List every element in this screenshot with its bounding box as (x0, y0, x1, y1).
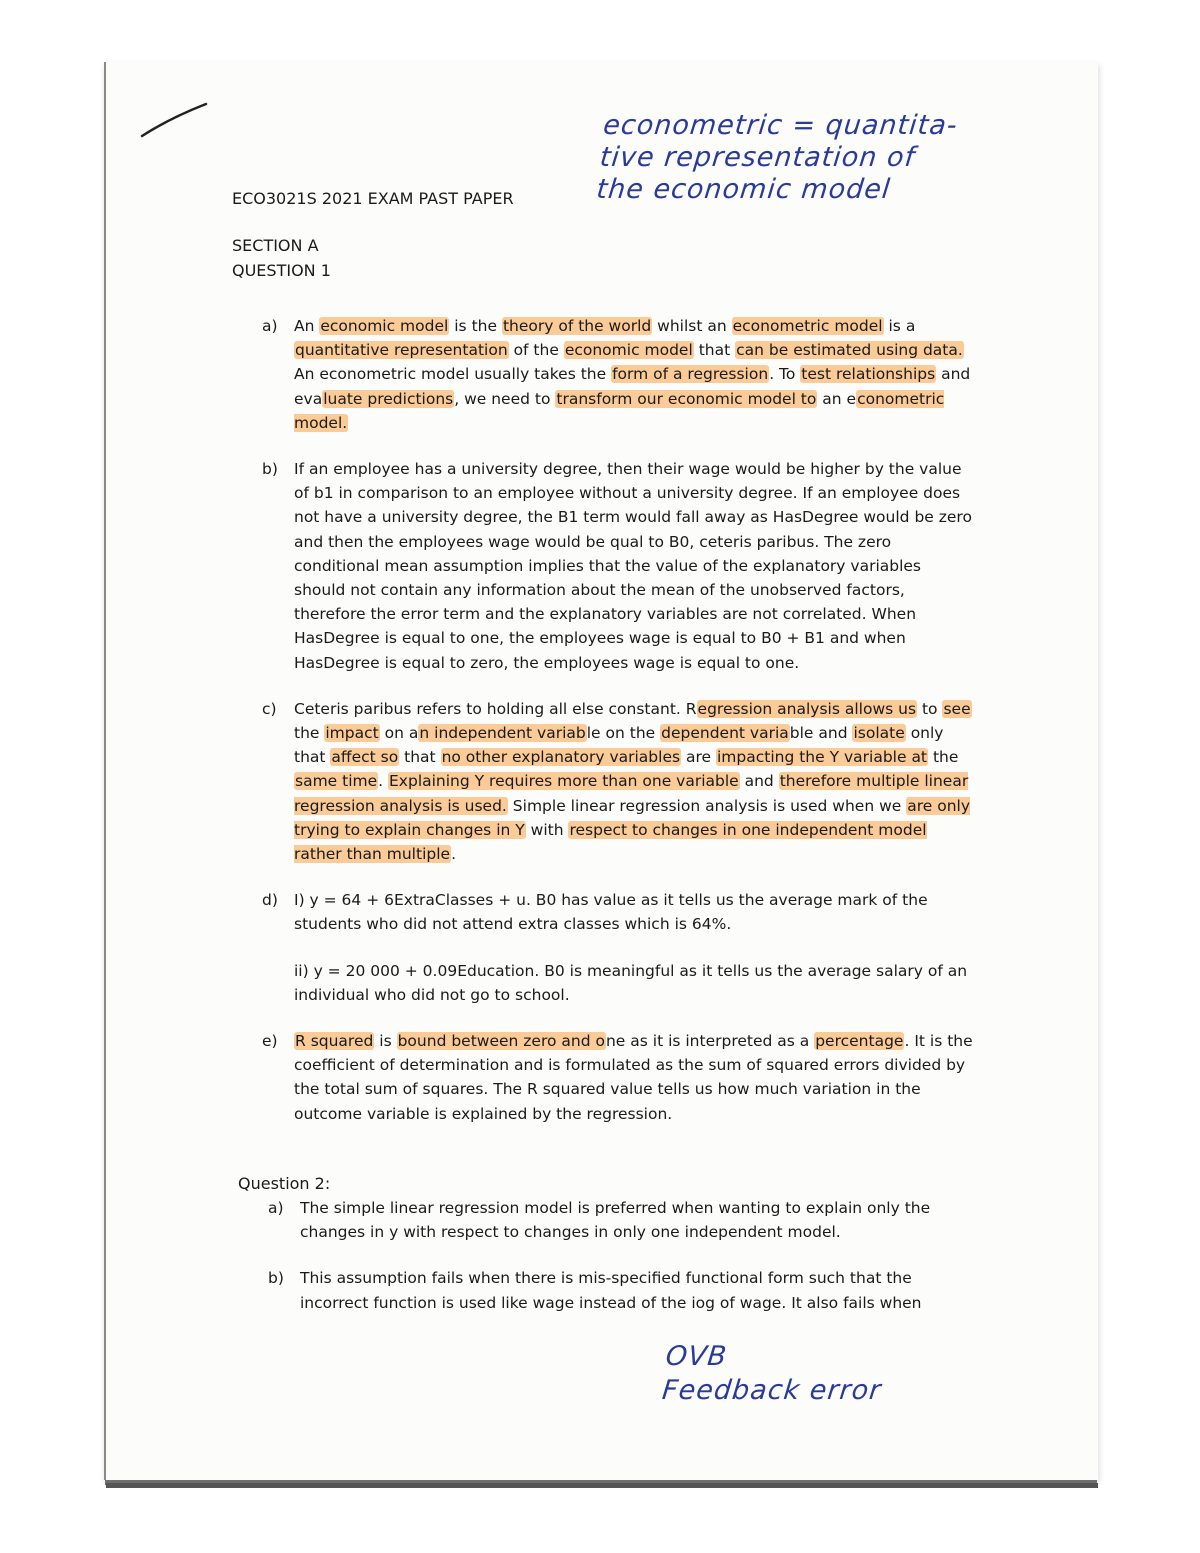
text-segment: an e (817, 389, 857, 408)
text-segment: on a (379, 724, 419, 743)
question-2-answers (268, 1196, 968, 1337)
highlighted-text: theory of the world (502, 317, 652, 335)
highlighted-text: econometric model (732, 317, 883, 335)
page-title: ECO3021S 2021 EXAM PAST PAPER (232, 189, 514, 208)
highlighted-text: quantitative representation (295, 341, 508, 360)
answer-1e (262, 1029, 977, 1126)
answer-part-1: I) y = 64 + 6ExtraClasses + u. B0 has value as it tells us the average mark of the students who did not attend extra classes which is 64%. (294, 891, 928, 934)
text-segment: the (294, 724, 325, 743)
answer-2a (268, 1196, 968, 1244)
answer-text: The simple linear regression model is preferred when wanting to explain only the changes in y with respect to changes in only one independent model. (300, 1199, 931, 1242)
highlighted-text: luate predictions (323, 389, 454, 408)
answer-part-2: ii) y = 20 000 + 0.09Education. B0 is meaningful as it tells us the average salary of an individual who did not go to school. (294, 961, 968, 1004)
text-segment: Simple linear regression analysis is used when we (507, 796, 907, 815)
answer-1c (262, 697, 977, 866)
item-label: b) (268, 1269, 284, 1288)
text-segment: If an employee has a university degree, then their wage would be higher by the value of b1 in comparison to an employee without a university degree. If an employee does not have a university degree, the B1 term would fall away as HasDegree would be zero and then the employees wage would be qual to B0, ceteris paribus. The zero conditional mean assumption implies that the value of the explanatory variables should not contain any information about the mean of the unobserved factors, therefore the error term and the explanatory variables are not correlated. When HasDegree is equal to one, the employees wage is equal to B0 + B1 and when HasDegree is equal to zero, the employees wage is equal to one. (294, 460, 972, 672)
text-segment: is (374, 1032, 397, 1051)
section-label: SECTION A (232, 236, 319, 255)
answer-1a (262, 314, 977, 435)
text-segment: is a (883, 317, 916, 335)
text-segment: le on the (586, 724, 661, 743)
highlighted-text: no other explanatory variables (441, 748, 681, 767)
highlighted-text: isolate (853, 724, 905, 743)
text-segment: that (399, 748, 441, 767)
text-segment: An econometric model usually takes the (294, 365, 612, 384)
highlighted-text: impacting the Y variable at (716, 748, 928, 767)
note-line: Feedback error (660, 1375, 883, 1406)
highlighted-text: form of a regression (612, 365, 769, 384)
text-segment: . It is the coefficient of determination and is formulated as the sum of squared errors divided by the total sum of squares. The R squared value tells us how much variation in the outcome variable is explained by the regression. (294, 1032, 973, 1123)
highlighted-text: respect to changes in one independent model rather than multiple (294, 820, 927, 864)
answer-text (294, 457, 977, 675)
highlighted-text: are only trying to explain changes in Y (294, 796, 970, 839)
text-segment: to (917, 699, 943, 718)
handwritten-note-top (595, 110, 959, 206)
highlighted-text: n independent variab (419, 724, 586, 743)
text-segment: of the (508, 341, 564, 360)
text-segment: Ceteris paribus refers to holding all else constant. R (294, 699, 697, 718)
text-segment: the (928, 748, 959, 767)
document-header (232, 186, 514, 283)
text-segment: only that (294, 724, 944, 767)
highlighted-text: egression analysis allows us (697, 699, 917, 718)
highlighted-text: transform our economic model to (556, 389, 817, 408)
highlighted-text: impact (325, 724, 379, 743)
question-2-heading: Question 2: (238, 1174, 331, 1193)
highlighted-text: Explaining Y requires more than one variable (389, 772, 739, 791)
highlighted-text: bound between zero and o (397, 1032, 605, 1051)
highlighted-text: therefore multiple linear regression analysis is used. (294, 772, 969, 815)
answer-1b (262, 457, 977, 675)
text-segment: are (681, 748, 716, 767)
item-label: b) (262, 460, 278, 479)
answer-text: This assumption fails when there is mis-specified functional form such that the incorrect function is used like wage instead of the iog of wage. It also fails when (300, 1269, 922, 1312)
item-label: e) (262, 1032, 278, 1051)
text-segment: is the (449, 317, 502, 335)
note-line: the economic model (595, 174, 893, 205)
highlighted-text: dependent varia (661, 724, 789, 743)
item-label: a) (268, 1199, 284, 1217)
answer-text (294, 888, 977, 1007)
handwritten-note-bottom (660, 1340, 886, 1408)
highlighted-text: affect so (331, 748, 399, 767)
item-label: c) (262, 699, 277, 718)
highlighted-text: percentage (815, 1032, 904, 1051)
answer-text (294, 1029, 977, 1126)
text-segment: ble and (789, 724, 853, 743)
item-label: d) (262, 891, 278, 910)
text-segment: that (693, 341, 736, 360)
highlighted-text: same time (295, 772, 378, 791)
text-segment: ne as it is interpreted as a (605, 1032, 815, 1051)
note-line: tive representation of (598, 142, 917, 173)
highlighted-text: test relationships (801, 365, 936, 384)
text-segment: and eva (294, 365, 971, 408)
answer-2b (268, 1266, 968, 1314)
highlighted-text: economic model (320, 317, 449, 335)
text-segment: with (525, 820, 569, 839)
question-1-answers (262, 314, 977, 1148)
text-segment: , we need to (454, 389, 556, 408)
highlighted-text: conometric model. (294, 389, 945, 432)
highlighted-text: see (943, 699, 971, 718)
question-label: QUESTION 1 (232, 261, 331, 280)
check-mark-icon (140, 100, 210, 140)
text-segment: whilst an (652, 317, 732, 335)
text-segment: . (378, 772, 389, 791)
highlighted-text: economic model (564, 341, 693, 360)
text-segment: . To (769, 365, 801, 384)
text-segment: . (451, 845, 456, 864)
text-segment: and (739, 772, 779, 791)
answer-text (294, 314, 977, 435)
highlighted-text: R squared (295, 1032, 374, 1051)
highlighted-text: can be estimated using data. (736, 341, 963, 360)
item-label: a) (262, 317, 278, 335)
note-line: OVB (664, 1341, 729, 1372)
answer-text (294, 697, 977, 866)
note-line: econometric = quantita- (601, 110, 960, 141)
answer-1d (262, 888, 977, 1007)
text-segment: An (294, 317, 320, 335)
